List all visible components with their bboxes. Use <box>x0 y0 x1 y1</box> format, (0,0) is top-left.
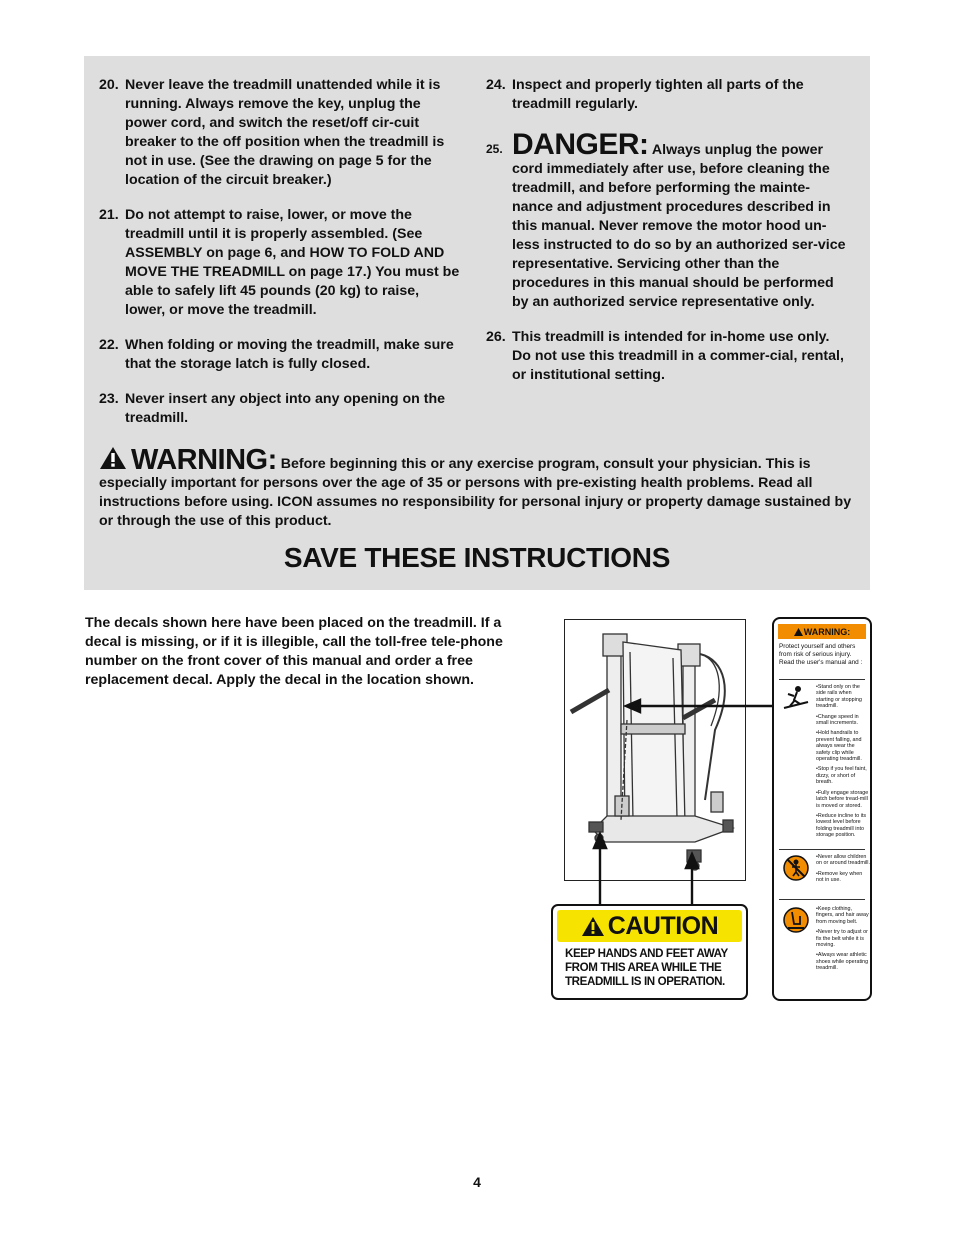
person-on-treadmill-icon <box>782 684 810 712</box>
warning-decal-title: WARNING: <box>803 626 851 637</box>
caution-line: TREADMILL IS IN OPERATION. <box>565 975 725 988</box>
warning-decal-list <box>816 854 870 888</box>
warning-decal-section <box>779 849 870 896</box>
left-column <box>99 76 461 444</box>
list-item <box>99 206 461 320</box>
caution-triangle-icon <box>581 916 605 937</box>
danger-label: DANGER: <box>512 128 649 161</box>
warning-decal-section <box>779 899 869 990</box>
danger-item <box>486 130 850 312</box>
danger-text-block <box>512 130 850 312</box>
warning-block <box>99 446 859 531</box>
item-number: 23. <box>99 391 119 407</box>
list-item <box>486 76 850 114</box>
right-column <box>486 76 850 401</box>
warning-decal-item: •Reduce incline to its lowest level before folding treadmill into storage position. <box>816 812 867 839</box>
caution-line: FROM THIS AREA WHILE THE <box>565 961 722 974</box>
page-number: 4 <box>473 1174 481 1190</box>
treadmill-illustration <box>564 619 746 881</box>
list-item <box>99 76 461 190</box>
warning-decal-item: •Stand only on the side rails when starting or stopping treadmill. <box>816 684 862 710</box>
caution-line: KEEP HANDS AND FEET AWAY <box>565 947 728 960</box>
warning-decal-item: •Remove key when not in use. <box>816 870 863 884</box>
caution-title: CAUTION <box>607 911 719 940</box>
warning-decal-item: •Stop if you feel faint, dizzy, or short of breath. <box>816 766 867 786</box>
warning-label: WARNING: <box>130 444 277 476</box>
warning-decal-item: •Never try to adjust or fix the belt while it is moving. <box>816 929 868 949</box>
item-number: 25. <box>486 142 503 156</box>
caution-header <box>557 910 742 942</box>
caution-message <box>565 947 740 989</box>
warning-decal-item: •Hold handrails to prevent falling, and always wear the safety clip while operating treadmill. <box>816 730 862 763</box>
item-number: 24. <box>486 77 506 93</box>
item-number: 21. <box>99 207 119 223</box>
warning-decal-item: •Fully engage storage latch before tread-mill is moved or stored. <box>816 789 869 809</box>
list-item <box>99 390 461 428</box>
warning-decal-section <box>779 679 869 848</box>
list-item <box>486 328 850 385</box>
item-text: This treadmill is intended for in-home use only. Do not use this treadmill in a commer-cial, rental, or institutional setting. <box>512 329 844 383</box>
item-number: 26. <box>486 329 506 345</box>
warning-decal <box>772 617 872 1001</box>
decal-paragraph: The decals shown here have been placed on the treadmill. If a decal is missing, or if it is illegible, call the toll-free tele-phone number on the front cover of this manual and order a free replacement decal. Apply the decal in the location shown. <box>85 615 503 688</box>
item-text: Inspect and properly tighten all parts of the treadmill regularly. <box>512 77 804 112</box>
danger-text: Always unplug the power cord immediately after use, before cleaning the treadmill, and before performing the mainte-nance and adjustment procedures described in this manual. Never remove the motor hood un-less instructed to do so by an authorized ser-vice representative. Servicing other than the procedures in this manual should be performed by an authorized service representative only. <box>512 142 846 310</box>
warning-text: Before beginning this or any exercise program, consult your physician. This is especially important for persons over the age of 35 or persons with pre-existing health problems. Read all instructions before using. ICON assumes no responsibility for personal injury or property damage sustained by or through the use of this product. <box>99 456 852 529</box>
warning-triangle-icon <box>99 446 127 470</box>
warning-decal-item: •Always wear athletic shoes while operating treadmill. <box>816 952 869 972</box>
warning-decal-header <box>778 624 866 639</box>
hand-caught-in-belt-icon <box>782 906 810 934</box>
item-text: Do not attempt to raise, lower, or move the treadmill until it is properly assembled. (See ASSEMBLY on page 6, and HOW TO FOLD AND MOVE THE TREADMILL on page 17.) You must be able to safely lift 45 pounds (20 kg) to raise, lower, or move the treadmill. <box>125 207 460 318</box>
item-text: Never leave the treadmill unattended while it is running. Always remove the key, unplug the power cord, and switch the reset/off cir-cuit breaker to the off position when the treadmill is not in use. (See the drawing on page 5 for the location of the circuit breaker.) <box>125 77 445 188</box>
warning-decal-list <box>816 906 870 976</box>
caution-decal <box>551 904 748 1000</box>
warning-decal-item: •Change speed in small increments. <box>816 713 859 727</box>
list-item <box>99 336 461 374</box>
item-number: 22. <box>99 337 119 353</box>
warning-decal-item: •Keep clothing, fingers, and hair away from moving belt. <box>816 906 869 925</box>
warning-decal-list <box>816 684 870 843</box>
warning-decal-intro: Protect yourself and others from risk of serious injury. Read the user's manual and : <box>779 643 863 666</box>
no-children-icon <box>782 854 810 882</box>
item-text: Never insert any object into any opening on the treadmill. <box>125 391 446 426</box>
item-text: When folding or moving the treadmill, make sure that the storage latch is fully closed. <box>125 337 454 372</box>
warning-decal-triangle-icon <box>794 628 803 636</box>
save-instructions-heading: SAVE THESE INSTRUCTIONS <box>283 542 671 573</box>
warning-decal-item: •Never allow children on or around treadmill. <box>816 854 870 867</box>
item-number: 20. <box>99 77 119 93</box>
treadmill-drawing <box>565 620 745 880</box>
